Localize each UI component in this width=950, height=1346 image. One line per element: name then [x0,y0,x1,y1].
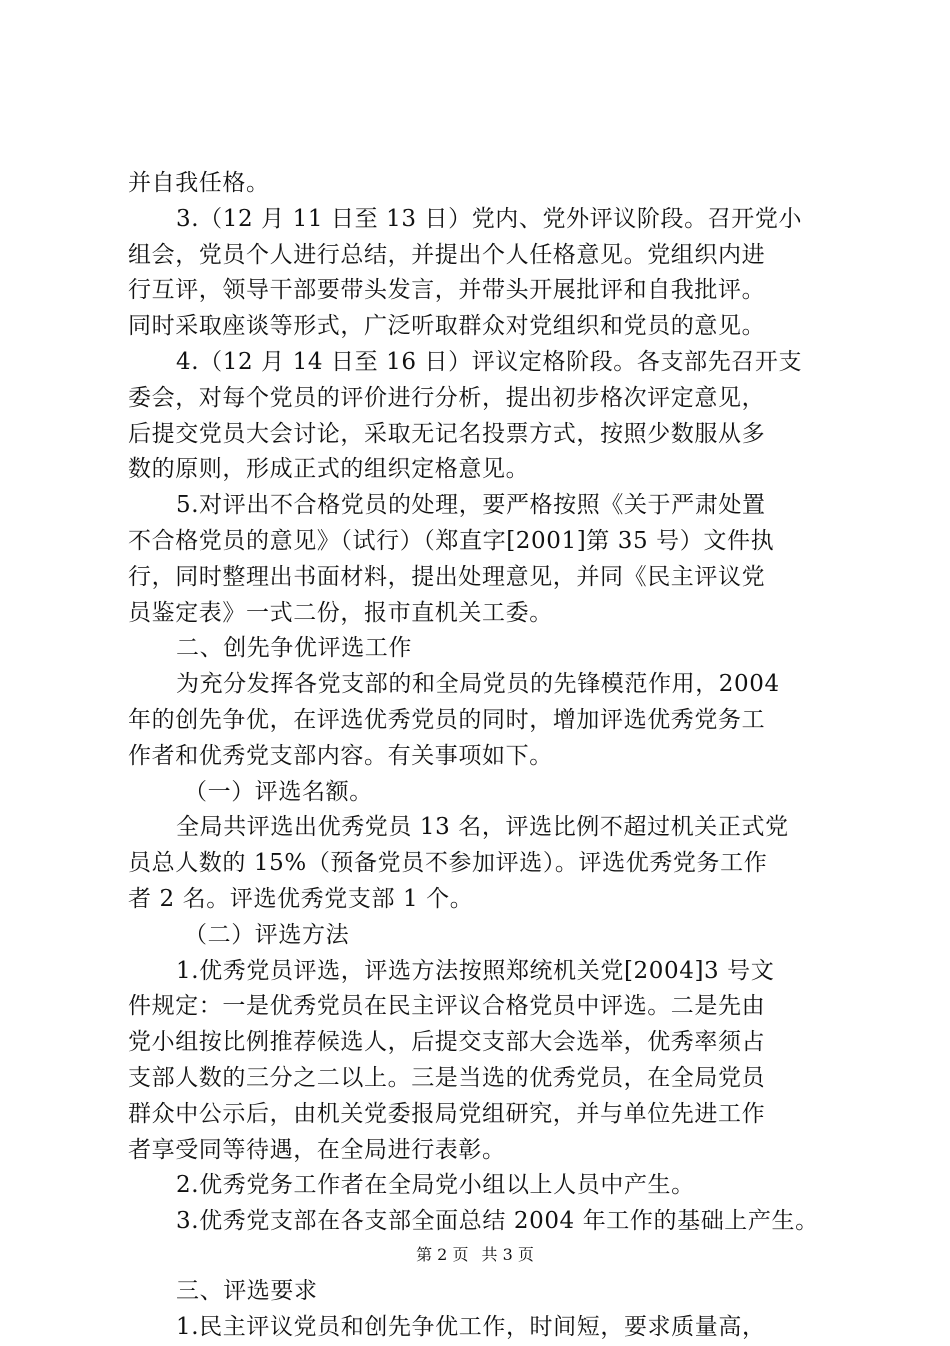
text-line: 3.优秀党支部在各支部全面总结 2004 年工作的基础上产生。 [176,1208,819,1235]
text-line: 员总人数的 15%（预备党员不参加评选）。评选优秀党务工作 [128,850,768,877]
document-body [128,166,843,1346]
text-line: 2.优秀党务工作者在全局党小组以上人员中产生。 [176,1172,695,1199]
text-line: 4.（12 月 14 日至 16 日）评议定格阶段。各支部先召开支 [176,348,803,375]
text-line: （二）评选方法 [184,921,350,948]
text-line: 组会，党员个人进行总结，并提出个人任格意见。党组织内进 [128,241,766,268]
text-line: 数的原则，形成正式的组织定格意见。 [128,456,530,483]
text-line: 者 2 名。评选优秀党支部 1 个。 [128,885,474,912]
text-line: 支部人数的三分之二以上。三是当选的优秀党员，在全局党员 [128,1064,766,1091]
text-line: 5.对评出不合格党员的处理，要严格按照《关于严肃处置 [176,492,766,519]
text-line: 员鉴定表》一式二份，报市直机关工委。 [128,599,553,626]
text-line: 党小组按比例推荐候选人，后提交支部大会选举，优秀率须占 [128,1029,766,1056]
text-line: 者享受同等待遇，在全局进行表彰。 [128,1136,506,1163]
text-line: 全局共评选出优秀党员 13 名，评选比例不超过机关正式党 [176,814,789,841]
text-line: 二、创先争优评选工作 [176,635,412,662]
text-line: （一）评选名额。 [184,778,373,805]
text-line: 1.优秀党员评选，评选方法按照郑统机关党[2004]3 号文 [176,957,775,984]
text-line: 作者和优秀党支部内容。有关事项如下。 [128,742,553,769]
text-line: 行，同时整理出书面材料，提出处理意见，并同《民主评议党 [128,563,766,590]
page-number: 第 2 页 [416,1245,469,1264]
text-line: 1.民主评议党员和创先争优工作，时间短，要求质量高， [176,1313,766,1340]
text-line: 委会，对每个党员的评价进行分析，提出初步格次评定意见， [128,384,766,411]
page-total: 共 3 页 [481,1245,534,1264]
text-line: 群众中公示后，由机关党委报局党组研究，并与单位先进工作 [128,1100,766,1127]
text-line: 行互评，领导干部要带头发言，并带头开展批评和自我批评。 [128,277,766,304]
text-line: 后提交党员大会讨论，采取无记名投票方式，按照少数服从多 [128,420,766,447]
text-line: 年的创先争优，在评选优秀党员的同时，增加评选优秀党务工 [128,706,766,733]
text-line: 件规定：一是优秀党员在民主评议合格党员中评选。二是先由 [128,993,766,1020]
text-line: 三、评选要求 [176,1277,318,1304]
text-line: 并自我任格。 [128,170,270,196]
text-line: 同时采取座谈等形式，广泛听取群众对党组织和党员的意见。 [128,313,766,340]
text-line: 3.（12 月 11 日至 13 日）党内、党外评议阶段。召开党小 [176,205,803,232]
text-line: 不合格党员的意见》（试行）（郑直字[2001]第 35 号）文件执 [128,527,775,554]
text-line: 为充分发挥各党支部的和全局党员的先锋模范作用，2004 [176,671,780,698]
page-footer [0,1244,950,1266]
